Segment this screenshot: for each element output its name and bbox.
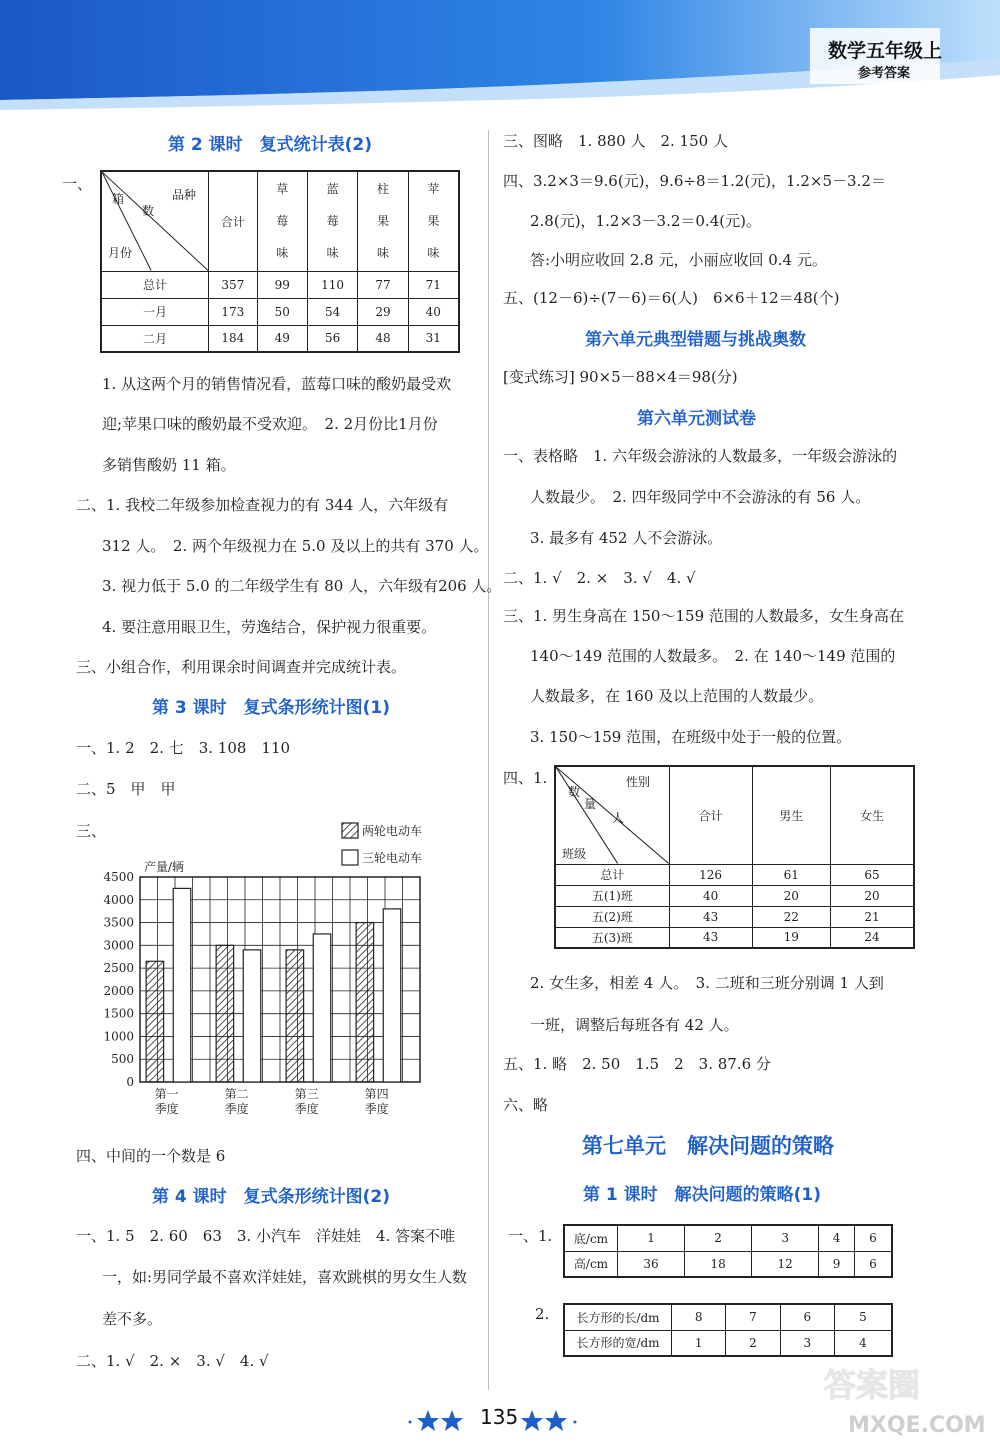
text-line: 差不多。: [102, 1310, 163, 1328]
cell: 65: [831, 864, 914, 885]
cell: 36: [618, 1251, 685, 1277]
sales-table: [100, 170, 460, 353]
text-line: 2. 女生多，相差 4 人。 3. 二班和三班分别调 1 人到: [530, 974, 884, 992]
y-tick-label: 4500: [103, 870, 134, 884]
header-girls: 女生: [831, 766, 914, 864]
cell: 6: [854, 1251, 892, 1277]
header-mango: 柱 果 味: [358, 171, 408, 271]
cell: 9: [819, 1251, 855, 1277]
cell: 43: [669, 927, 752, 948]
bar-two-wheel: [146, 961, 164, 1082]
cell: 110: [307, 271, 357, 298]
cell: 12: [752, 1251, 819, 1277]
cell: 40: [408, 298, 459, 325]
table-row: [101, 325, 459, 352]
header-subtitle: 参考答案: [857, 66, 910, 81]
cell: 2: [726, 1330, 780, 1356]
cell: 19: [752, 927, 831, 948]
row-label: 一月: [101, 298, 209, 325]
x-tick-label: 季度: [154, 1102, 179, 1116]
lesson4-title: 第 4 课时 复式条形统计图(2): [152, 1187, 391, 1207]
table-row: [564, 1225, 892, 1251]
row-label: 高/cm: [564, 1251, 618, 1277]
text-line: 三、小组合作，利用课余时间调查并完成统计表。: [76, 658, 407, 676]
watermark-logo: [818, 1360, 994, 1440]
cell: 4: [819, 1225, 855, 1251]
column-divider: [488, 130, 489, 1390]
bar-two-wheel: [286, 950, 304, 1082]
text-line: 4. 要注意用眼卫生，劳逸结合，保护视力很重要。: [102, 618, 437, 636]
text-line: 四、3.2×3＝9.6(元)，9.6÷8＝1.2(元)，1.2×5－3.2＝: [503, 172, 886, 190]
y-tick-label: 1000: [103, 1029, 134, 1044]
cell: 5: [834, 1304, 892, 1330]
header-banner: [0, 0, 1000, 120]
table-row: [555, 927, 914, 948]
cell: 61: [752, 864, 831, 885]
svg-text:MXQE.COM: MXQE.COM: [848, 1413, 986, 1438]
cell: 31: [408, 325, 459, 352]
cell: 29: [358, 298, 408, 325]
text-line: 一、1. 5 2. 60 63 3. 小汽车 洋娃娃 4. 答案不唯: [76, 1227, 456, 1245]
y-tick-label: 2000: [103, 983, 134, 998]
cell: 1: [618, 1225, 685, 1251]
cell: 56: [307, 325, 357, 352]
diag-header-cell: [555, 766, 669, 864]
text-line: 3. 视力低于 5.0 的二年级学生有 80 人，六年级有206 人。: [102, 577, 502, 595]
legend-swatch: [342, 823, 358, 838]
table-row: [101, 271, 459, 298]
svg-text:答案圈: 答案圈: [824, 1366, 921, 1404]
header-blueberry: 蓝 莓 味: [307, 171, 357, 271]
diag-bottom-label: 班级: [562, 847, 587, 861]
bar-two-wheel: [356, 923, 374, 1082]
q1-label: 一、: [62, 175, 93, 193]
y-tick-label: 2500: [103, 961, 134, 976]
cell: 99: [257, 271, 307, 298]
cell: 21: [831, 906, 914, 927]
x-tick-label: 第二: [224, 1087, 249, 1101]
star-icon: [545, 1410, 567, 1431]
row-label: 五(2)班: [555, 906, 669, 927]
cell: 54: [307, 298, 357, 325]
unit6-test-title: 第六单元测试卷: [637, 409, 756, 429]
cell: 20: [752, 885, 831, 906]
table-row: [564, 1330, 892, 1356]
y-tick-label: 4000: [103, 892, 134, 907]
header-total: 合计: [209, 171, 258, 271]
diag-top-label: 性别: [626, 775, 651, 789]
text-line: 1. 从这两个月的销售情况看，蓝莓口味的酸奶最受欢: [102, 375, 452, 393]
cell: 71: [408, 271, 459, 298]
cell: 184: [209, 325, 258, 352]
cell: 173: [209, 298, 258, 325]
row-label: 二月: [101, 325, 209, 352]
text-line: 人数最少。 2. 四年级同学中不会游泳的有 56 人。: [530, 488, 871, 506]
cell: 126: [669, 864, 752, 885]
lesson2-title: 第 2 课时 复式统计表(2): [168, 135, 373, 155]
text-line: 多销售酸奶 11 箱。: [102, 456, 236, 474]
table-row: [555, 864, 914, 885]
text-line: 六、略: [503, 1096, 549, 1114]
row-label: 五(1)班: [555, 885, 669, 906]
header-title: 数学五年级上: [827, 40, 942, 62]
header-boys: 男生: [752, 766, 831, 864]
cell: 2: [685, 1225, 752, 1251]
header-strawberry: 草 莓 味: [257, 171, 307, 271]
text-line: 140～149 范围的人数最多。 2. 在 140～149 范围的: [530, 647, 896, 665]
y-tick-label: 0: [126, 1075, 134, 1089]
table-row: [555, 906, 914, 927]
page-number: 135: [480, 1405, 519, 1429]
text-line: 四、中间的一个数是 6: [76, 1147, 226, 1165]
text-line: 二、1. 我校二年级参加检查视力的有 344 人，六年级有: [76, 496, 449, 514]
y-axis-label: 产量/辆: [144, 860, 185, 874]
cell: 24: [831, 927, 914, 948]
bar-three-wheel: [243, 950, 261, 1082]
cell: 8: [672, 1304, 726, 1330]
base-height-table: [563, 1224, 893, 1278]
row-label: 长方形的宽/dm: [564, 1330, 672, 1356]
bar-three-wheel: [313, 934, 331, 1082]
y-tick-label: 1500: [103, 1006, 134, 1021]
text-line: 3. 150～159 范围，在班级中处于一般的位置。: [530, 728, 852, 746]
cell: 50: [257, 298, 307, 325]
variant-line: [变式练习] 90×5－88×4＝98(分): [503, 368, 738, 386]
diag-bottom-label: 月份: [108, 246, 133, 260]
cell: 6: [780, 1304, 834, 1330]
diag-header-cell: [101, 171, 209, 271]
text-line: 五、(12－6)÷(7－6)＝6(人) 6×6＋12＝48(个): [503, 289, 840, 307]
cell: 3: [752, 1225, 819, 1251]
cell: 43: [669, 906, 752, 927]
text-line: 一、1. 2 2. 七 3. 108 110: [76, 739, 291, 757]
bar-three-wheel: [173, 888, 191, 1082]
x-tick-label: 季度: [364, 1102, 389, 1116]
diag-mid1-label: 箱: [112, 192, 125, 206]
cell: 48: [358, 325, 408, 352]
cell: 20: [831, 885, 914, 906]
text-line: 人数最多，在 160 及以上范围的人数最少。: [530, 687, 824, 705]
row-label: 总计: [555, 864, 669, 885]
text-line: 三、1. 男生身高在 150～159 范围的人数最多，女生身高在: [503, 607, 904, 625]
lesson3-title: 第 3 课时 复式条形统计图(1): [152, 698, 391, 718]
x-tick-label: 第三: [294, 1087, 319, 1101]
diag-top-label: 品种: [172, 188, 197, 202]
cell: 77: [358, 271, 408, 298]
legend-label: 三轮电动车: [362, 851, 423, 865]
class-table: [554, 765, 915, 949]
text-line: 四、1.: [503, 769, 548, 787]
text-line: 二、1. √ 2. × 3. √ 4. √: [76, 1352, 269, 1370]
x-tick-label: 第四: [364, 1087, 389, 1101]
table-row: [564, 1251, 892, 1277]
y-tick-label: 500: [111, 1052, 134, 1067]
text-line: 三、图略 1. 880 人 2. 150 人: [503, 132, 728, 150]
star-icon: [417, 1410, 439, 1431]
row-label: 长方形的长/dm: [564, 1304, 672, 1330]
star-icon: [441, 1410, 463, 1431]
header-apple: 苹 果 味: [408, 171, 459, 271]
unit7-title: 第七单元 解决问题的策略: [582, 1134, 834, 1158]
x-tick-label: 季度: [224, 1102, 249, 1116]
table-row: [564, 1304, 892, 1330]
unit7-lesson1-title: 第 1 课时 解决问题的策略(1): [583, 1185, 822, 1205]
cell: 49: [257, 325, 307, 352]
legend-swatch: [342, 850, 358, 865]
cell: 4: [834, 1330, 892, 1356]
text-line: 2.8(元)，1.2×3－3.2＝0.4(元)。: [530, 212, 761, 230]
cell: 357: [209, 271, 258, 298]
header-total: 合计: [669, 766, 752, 864]
cell: 22: [752, 906, 831, 927]
cell: 7: [726, 1304, 780, 1330]
text-line: 二、1. √ 2. × 3. √ 4. √: [503, 569, 696, 587]
star-icon: [521, 1410, 543, 1431]
text-line: 二、5 甲 甲: [76, 780, 176, 798]
row-label: 底/cm: [564, 1225, 618, 1251]
y-tick-label: 3500: [103, 915, 134, 930]
text-line: 迎;苹果口味的酸奶最不受欢迎。 2. 2月份比1月份: [102, 415, 438, 433]
bar-two-wheel: [216, 945, 234, 1082]
bar-chart: [90, 815, 450, 1120]
cell: 3: [780, 1330, 834, 1356]
text-line: 一，如:男同学最不喜欢洋娃娃，喜欢跳棋的男女生人数: [102, 1268, 468, 1286]
bar-three-wheel: [383, 909, 401, 1082]
cell: 6: [854, 1225, 892, 1251]
cell: 18: [685, 1251, 752, 1277]
q1-label: 一、1.: [508, 1227, 553, 1245]
row-label: 总计: [101, 271, 209, 298]
diag-mid2-label: 量: [584, 797, 597, 811]
table-row: [101, 298, 459, 325]
table-row: [555, 885, 914, 906]
q2-label: 2.: [535, 1305, 550, 1323]
diag-mid2-label: 数: [142, 204, 155, 218]
x-tick-label: 季度: [294, 1102, 319, 1116]
legend-label: 两轮电动车: [362, 824, 423, 838]
diag-mid3-label: 人: [612, 811, 625, 825]
diag-mid1-label: 数: [568, 785, 581, 799]
text-line: 三、: [76, 822, 107, 840]
text-line: 五、1. 略 2. 50 1.5 2 3. 87.6 分: [503, 1055, 771, 1073]
text-line: 答:小明应收回 2.8 元，小丽应收回 0.4 元。: [530, 251, 827, 269]
text-line: 312 人。 2. 两个年级视力在 5.0 及以上的共有 370 人。: [102, 537, 489, 555]
y-tick-label: 3000: [103, 938, 134, 953]
text-line: 3. 最多有 452 人不会游泳。: [530, 529, 723, 547]
text-line: 一、表格略 1. 六年级会游泳的人数最多，一年级会游泳的: [503, 447, 898, 465]
row-label: 五(3)班: [555, 927, 669, 948]
x-tick-label: 第一: [154, 1087, 179, 1101]
cell: 40: [669, 885, 752, 906]
cell: 1: [672, 1330, 726, 1356]
unit6-error-title: 第六单元典型错题与挑战奥数: [585, 330, 806, 350]
rectangle-table: [563, 1303, 893, 1357]
text-line: 一班，调整后每班各有 42 人。: [530, 1016, 739, 1034]
